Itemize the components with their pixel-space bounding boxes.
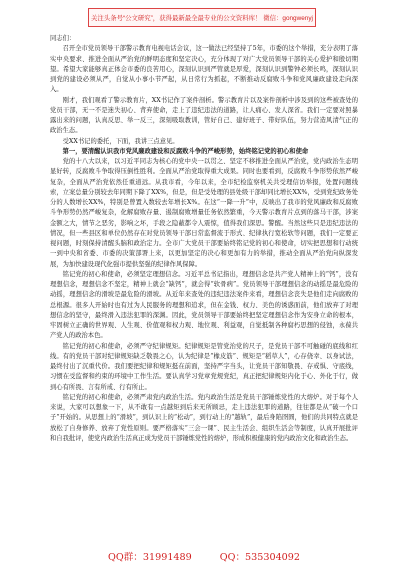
paragraph-5: 铭记党的初心和使命，必须坚定理想信念。习近平总书记指出，理想信念是共产党人精神上的“钙”，没有理想信念，理想信念不坚定，精神上就会“缺钙”，就会得“软骨病”。党员领导干部理想信念的动摇是最危险的动摇，理想信念的滑坡是最危险的滑坡。从近年来查处的违纪违法案件来看，理想信念丧失是他们走向腐败的总根源。很多人开始时也有过为人民服务的理想和追求，但在金钱、权力、美色的诱惑面前，他们放弃了对理想信念的坚守，最终滑入违法犯罪的深渊。因此，党员领导干部要始终把坚定理想信念作为安身立命的根本，牢固树立正确的世界观、人生观、价值观和权力观、地位观、利益观，自觉抵制各种腐朽思想的侵蚀，永葆共产党人的政治本色。 [50, 270, 358, 340]
paragraph-4: 党的十八大以来，以习近平同志为核心的党中央一以贯之、坚定不移推进全面从严治党，党内政治生态明显好转，反腐败斗争取得压倒性胜利。全面从严治党取得重大成果。同时也要看到，反腐败斗争形势依然严峻复杂，全面从严治党依然任重道远。从我市看，今年以来，全市纪检监察机关共受理信访举报，处置问题线索，立案总量分别较去年同期下降了XX%，但是，但是受处理的县处级干部却同比增长XX%，受到党纪政务处分的人数增长XX%，特别是曾置入数较去年增长X%。在这“一降一升”中，反映出了我市的党风廉政和反腐败斗争形势仍然严峻复杂，化解腐败存量、遏制腐败增量任务依然繁重，今天警示教育片点到的落马干部，涉案金额之大，情节之恶劣，影响之坏，手段之隐蔽都令人震惊，值得我们深思。警醒。当然这些只是违纪违法的情况，但一些县区和单位仍然存在对党员领导干部日常监督流于形式、纪律执行宽松软等问题，我们一定要正视问题，时刻保持清醒头脑和政治定力。全市广大党员干部要始终铭记党的初心和使命，切实把思想和行动统一到中央和省委、市委的决策部署上来，以更加坚定的决心和更加有力的举措，推动全面从严治党向纵深发展，为加快建设现代化强市提供坚强的纪律作风保障。 [50, 158, 358, 268]
paragraph-6: 铭记党的初心和使命，必须严守纪律规矩。纪律规矩是管党治党的尺子，是党员干部不可触碰的底线和红线。有的党员干部对纪律规矩缺乏敬畏之心，认为纪律是“橡皮筋”、规矩是“稻草人”，心存侥幸、以身试法，最终付出了沉重代价。我们要把纪律和规矩挺在前面，坚持严字当头，让党员干部知敬畏、存戒惧、守底线，习惯在受监督和约束的环境中工作生活。要认真学习党章党规党纪，真正把纪律规矩内化于心、外化于行，做到心有所畏、言有所戒、行有所止。 [50, 342, 358, 391]
salutation: 同志们： [50, 35, 76, 42]
footer-qq-group: QQ群：31991489 [107, 552, 192, 563]
paragraph-7: 铭记党的初心和使命，必须严肃党内政治生活。党内政治生活是党员干部锤炼党性的大熔炉。对于每个人来说，大家可以想象一下，从不敢有一点越矩到后来无所顾忌，走上违法犯罪的道路，往往都是从“破一个口子”开始的。从思想上的“滑坡”，到认识上的“松动”，到行动上的“越轨”，最后身陷囹圄，他们的共同特点就是放松了自身修养、放弃了党性原则。要严格落实“三会一课”、民主生活会、组织生活会等制度，认真开展批评和自我批评，使党内政治生活真正成为党员干部锤炼党性的熔炉，形成积极健康的党内政治文化和政治生态。 [50, 393, 358, 442]
paragraph-1: 召开全市党员领导干部警示教育电视电话会议，这一做法已经坚持了5年，市委的这个举措，充分表明了落实中央要求、推进全面从严治党的鲜明态度和坚定决心，充分体现了对广大党员领导干部的关心爱护和殷切期望。希望大家能够真正体会市委的良苦用心，深刻认识到严管就是厚爱，深刻认识到警钟必须长鸣，深刻认识到党的建设必须从严，自觉从小事小节严起，从日常行为抓起，不断推动反腐败斗争和党风廉政建设走向深入。 [50, 45, 358, 94]
footer-qq: QQ：535304092 [219, 552, 300, 563]
document-body [50, 34, 358, 540]
banner-text: 关注头条号“公文研究”，获得最新最全最专业的公文资料库！ 微信：gongwenyj [91, 15, 313, 22]
footer-contacts [0, 548, 408, 564]
paragraph-3: 受XX书记的委托，下面，我讲三点意见。 [62, 137, 179, 145]
top-banner [88, 8, 316, 27]
paragraph-2: 刚才，我们观看了警示教育片，XX书记作了案件剖析。警示教育片以及案件剖析中涉及到的这些被查处的党员干部，无一不是迷失初心、背弃使命，走上了违纪违法的道路，让人痛心、发人深省。我们一定要对照暴露出来的问题，认真反思、举一反三，深刻吸取教训，管好自己、建好班子、带好队伍，努力营造风清气正的政治生态。 [50, 96, 358, 135]
section-heading-1: 第一，要清醒认识我市党风廉政建设和反腐败斗争的严峻形势，始终铭记党的初心和使命 [62, 147, 309, 155]
